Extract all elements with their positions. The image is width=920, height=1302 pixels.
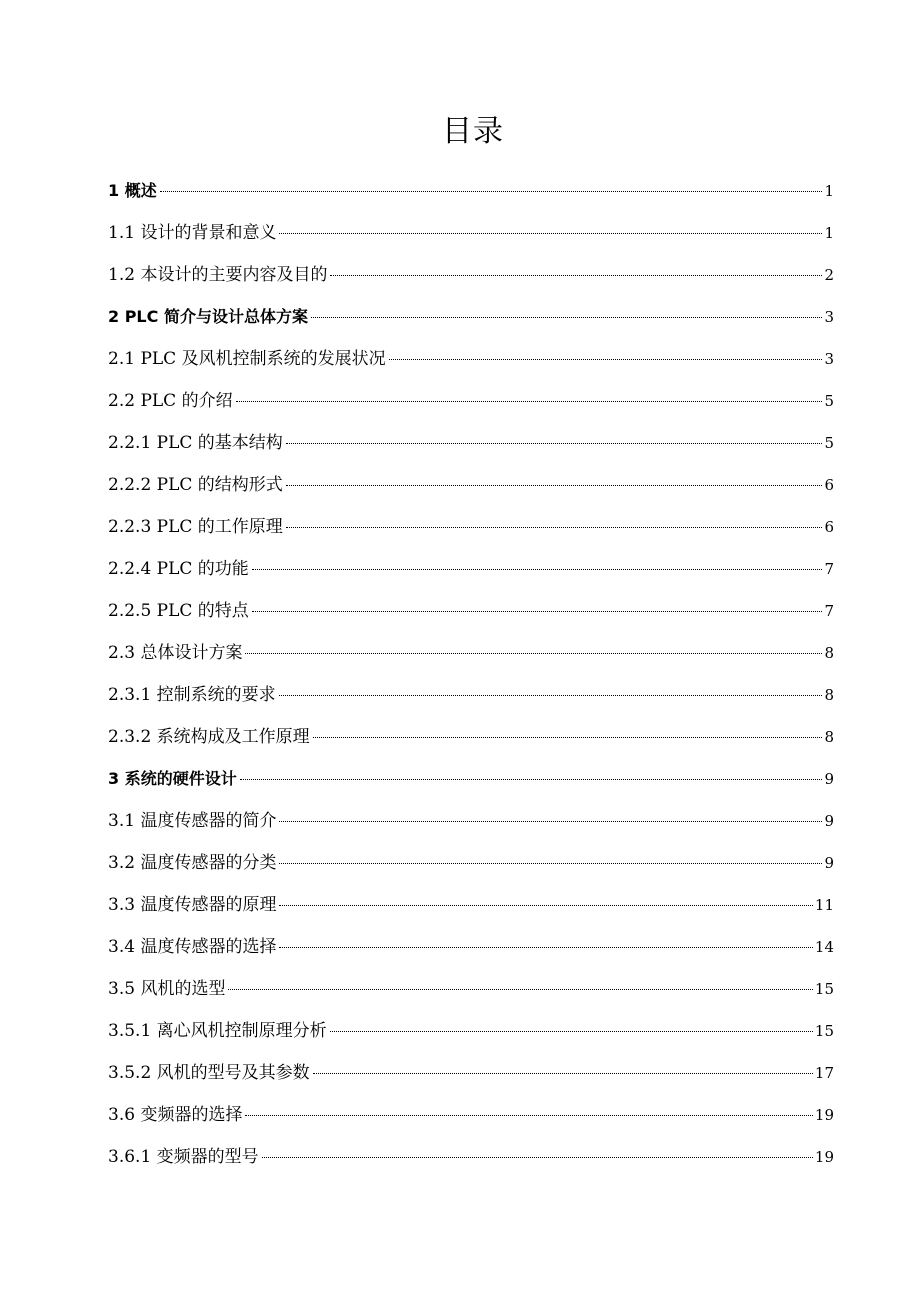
- toc-entry-label: 3.3 温度传感器的原理: [108, 895, 277, 915]
- dot-leader: [389, 359, 823, 360]
- toc-entry[interactable]: [108, 509, 834, 551]
- toc-entry[interactable]: [108, 635, 834, 677]
- toc-entry-label: 2.3 总体设计方案: [108, 643, 243, 663]
- toc-entry[interactable]: [108, 425, 834, 467]
- toc-entry[interactable]: [108, 929, 834, 971]
- toc-entry-page-number: 8: [824, 644, 834, 662]
- dot-leader: [313, 737, 823, 738]
- toc-entry-label: 2.2.3 PLC 的工作原理: [108, 517, 283, 537]
- toc-entry[interactable]: [108, 1013, 834, 1055]
- toc-entry-page-number: 15: [814, 1022, 834, 1040]
- dot-leader: [236, 401, 823, 402]
- toc-entry-label: 3.6.1 变频器的型号: [108, 1147, 259, 1167]
- dot-leader: [311, 317, 823, 318]
- toc-entry-page-number: 9: [824, 770, 834, 788]
- dot-leader: [286, 527, 823, 528]
- dot-leader: [313, 1073, 813, 1074]
- toc-entry-page-number: 1: [824, 182, 834, 200]
- dot-leader: [330, 1031, 813, 1032]
- table-of-contents: [108, 173, 834, 1181]
- toc-entry-page-number: 6: [824, 476, 834, 494]
- toc-entry-label: 3.5.2 风机的型号及其参数: [108, 1063, 310, 1083]
- toc-entry-label: 2.3.1 控制系统的要求: [108, 685, 276, 705]
- toc-entry-label: 3.1 温度传感器的简介: [108, 811, 277, 831]
- toc-entry-page-number: 5: [824, 434, 834, 452]
- toc-entry[interactable]: [108, 383, 834, 425]
- dot-leader: [245, 1115, 812, 1116]
- toc-entry-page-number: 19: [814, 1148, 834, 1166]
- toc-entry-page-number: 15: [814, 980, 834, 998]
- toc-entry[interactable]: [108, 677, 834, 719]
- toc-entry-page-number: 9: [824, 812, 834, 830]
- dot-leader: [286, 443, 823, 444]
- toc-entry[interactable]: [108, 971, 834, 1013]
- toc-entry[interactable]: [108, 467, 834, 509]
- toc-entry[interactable]: [108, 803, 834, 845]
- dot-leader: [330, 275, 822, 276]
- toc-entry-label: 1 概述: [108, 181, 157, 200]
- toc-entry[interactable]: [108, 887, 834, 929]
- toc-entry-page-number: 9: [824, 854, 834, 872]
- toc-entry-page-number: 8: [824, 686, 834, 704]
- toc-entry-label: 2.3.2 系统构成及工作原理: [108, 727, 310, 747]
- toc-entry-label: 2.2.2 PLC 的结构形式: [108, 475, 283, 495]
- dot-leader: [240, 779, 823, 780]
- toc-entry-label: 2 PLC 简介与设计总体方案: [108, 307, 308, 326]
- toc-entry[interactable]: [108, 719, 834, 761]
- toc-entry[interactable]: [108, 761, 834, 803]
- toc-entry-page-number: 1: [824, 224, 834, 242]
- toc-entry-page-number: 3: [824, 350, 834, 368]
- dot-leader: [245, 653, 822, 654]
- toc-entry[interactable]: [108, 173, 834, 215]
- toc-entry[interactable]: [108, 341, 834, 383]
- toc-entry[interactable]: [108, 1139, 834, 1181]
- toc-entry-label: 3.4 温度传感器的选择: [108, 937, 277, 957]
- toc-entry-label: 1.1 设计的背景和意义: [108, 223, 277, 243]
- toc-entry[interactable]: [108, 1055, 834, 1097]
- toc-entry-page-number: 11: [814, 896, 834, 914]
- toc-entry[interactable]: [108, 551, 834, 593]
- toc-entry-label: 2.2.5 PLC 的特点: [108, 601, 249, 621]
- dot-leader: [262, 1157, 813, 1158]
- toc-entry-label: 2.2 PLC 的介绍: [108, 391, 233, 411]
- dot-leader: [252, 611, 823, 612]
- dot-leader: [279, 905, 812, 906]
- toc-entry[interactable]: [108, 845, 834, 887]
- dot-leader: [279, 233, 822, 234]
- toc-entry[interactable]: [108, 1097, 834, 1139]
- toc-entry-page-number: 7: [824, 602, 834, 620]
- toc-entry[interactable]: [108, 299, 834, 341]
- dot-leader: [252, 569, 823, 570]
- toc-entry-label: 3.6 变频器的选择: [108, 1105, 243, 1125]
- dot-leader: [228, 989, 812, 990]
- toc-entry-page-number: 14: [814, 938, 834, 956]
- dot-leader: [279, 947, 812, 948]
- toc-entry-label: 1.2 本设计的主要内容及目的: [108, 265, 328, 285]
- toc-entry[interactable]: [108, 215, 834, 257]
- toc-entry-label: 3.5 风机的选型: [108, 979, 226, 999]
- dot-leader: [160, 191, 823, 192]
- toc-entry[interactable]: [108, 593, 834, 635]
- toc-entry-page-number: 8: [824, 728, 834, 746]
- toc-entry-label: 3 系统的硬件设计: [108, 769, 237, 788]
- toc-entry-label: 3.2 温度传感器的分类: [108, 853, 277, 873]
- toc-entry-label: 2.2.4 PLC 的功能: [108, 559, 249, 579]
- toc-entry-label: 3.5.1 离心风机控制原理分析: [108, 1021, 327, 1041]
- toc-entry-label: 2.2.1 PLC 的基本结构: [108, 433, 283, 453]
- toc-entry-page-number: 5: [824, 392, 834, 410]
- toc-entry[interactable]: [108, 257, 834, 299]
- dot-leader: [279, 695, 823, 696]
- toc-entry-page-number: 2: [824, 266, 834, 284]
- toc-entry-page-number: 7: [824, 560, 834, 578]
- toc-title: 目录: [442, 114, 504, 149]
- toc-entry-label: 2.1 PLC 及风机控制系统的发展状况: [108, 349, 386, 369]
- dot-leader: [279, 863, 822, 864]
- dot-leader: [286, 485, 823, 486]
- toc-entry-page-number: 17: [814, 1064, 834, 1082]
- toc-entry-page-number: 3: [824, 308, 834, 326]
- toc-entry-page-number: 19: [814, 1106, 834, 1124]
- dot-leader: [279, 821, 822, 822]
- toc-entry-page-number: 6: [824, 518, 834, 536]
